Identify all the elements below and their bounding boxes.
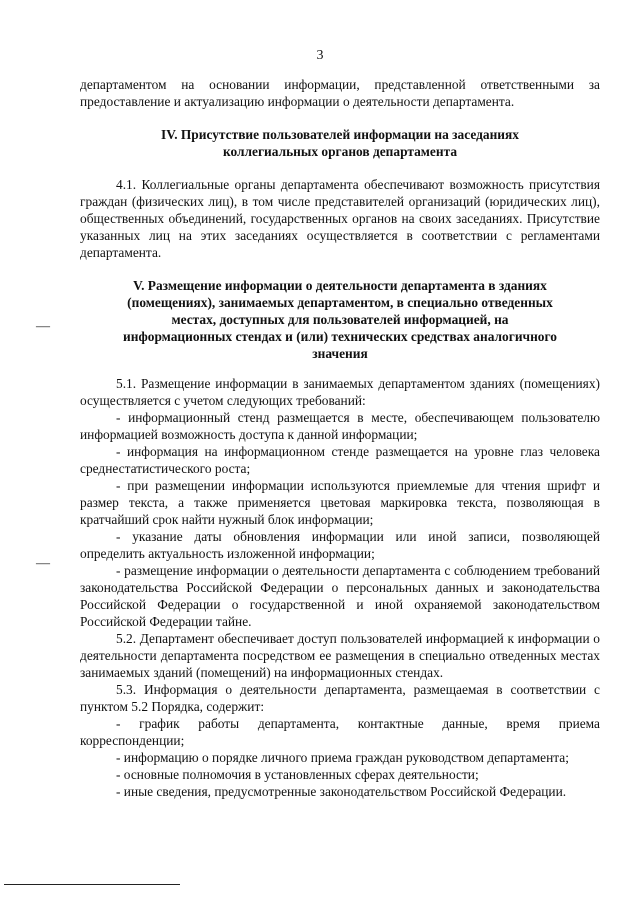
requirement-item: - информационный стенд размещается в месте, обеспечивающем пользователю информацией возможность доступа к данной информации; [80, 410, 600, 442]
requirement-item: - размещение информации о деятельности департамента с соблюдением требований законодательства Российской Федерации о персональных данных и законодательства Российской Федерации о государственной и иной охраняемой законодательством Российской Федерации тайне. [80, 563, 600, 629]
content-item: - иные сведения, предусмотренные законодательством Российской Федерации. [116, 784, 567, 799]
paragraph-4-1: 4.1. Коллегиальные органы департамента обеспечивают возможность присутствия граждан (физических лиц), в том числе представителей организаций (юридических лиц), общественных объединений, государственных органов на своих заседаниях. Присутствие указанных лиц на этих заседаниях осуществляется в соответствии с регламентами департамента. [80, 177, 600, 260]
margin-mark: — [36, 319, 50, 334]
intro-paragraph: департаментом на основании информации, представленной ответственными за предоставление и актуализацию информации о деятельности департамента. [80, 77, 600, 109]
section-5-heading-line: значения [312, 346, 368, 361]
document-body [80, 76, 600, 800]
paragraph-5-3: 5.3. Информация о деятельности департамента, размещаемая в соответствии с пунктом 5.2 Порядка, содержит: [80, 682, 600, 714]
requirement-item: - указание даты обновления информации или иной записи, позволяющей определить актуальность изложенной информации; [80, 529, 600, 561]
requirement-item: - при размещении информации используются приемлемые для чтения шрифт и размер текста, а также применяется цветовая маркировка текста, позволяющая в кратчайший срок найти нужный блок информации; [80, 478, 600, 527]
page-number: 3 [316, 48, 324, 63]
footer-rule [4, 884, 180, 885]
paragraph-5-1: 5.1. Размещение информации в занимаемых департаментом зданиях (помещениях) осуществляется с учетом следующих требований: [80, 376, 600, 408]
section-4-heading-line: IV. Присутствие пользователей информации на заседаниях [161, 127, 519, 142]
section-5-heading-line: местах, доступных для пользователей информацией, на [171, 312, 509, 327]
section-5-heading-line: (помещениях), занимаемых департаментом, в специально отведенных [127, 295, 553, 310]
requirement-item: - информация на информационном стенде размещается на уровне глаз человека среднестатистического роста; [80, 444, 600, 476]
section-5-heading-line: V. Размещение информации о деятельности департамента в зданиях [133, 278, 547, 293]
section-5-heading [80, 277, 600, 362]
section-4-heading [80, 126, 600, 160]
content-item: - график работы департамента, контактные данные, время приема корреспонденции; [80, 716, 600, 748]
content-item: - информацию о порядке личного приема граждан руководством департамента; [116, 750, 569, 765]
paragraph-5-2: 5.2. Департамент обеспечивает доступ пользователей информацией к информации о деятельности департамента посредством ее размещения в специально отведенных местах занимаемых зданий (помещений) на информационных стендах. [80, 631, 600, 680]
section-4-heading-line: коллегиальных органов департамента [222, 144, 458, 159]
margin-mark: — [36, 556, 50, 571]
content-item: - основные полномочия в установленных сферах деятельности; [116, 767, 479, 782]
section-5-heading-line: информационных стендах и (или) технических средствах аналогичного [123, 329, 557, 344]
